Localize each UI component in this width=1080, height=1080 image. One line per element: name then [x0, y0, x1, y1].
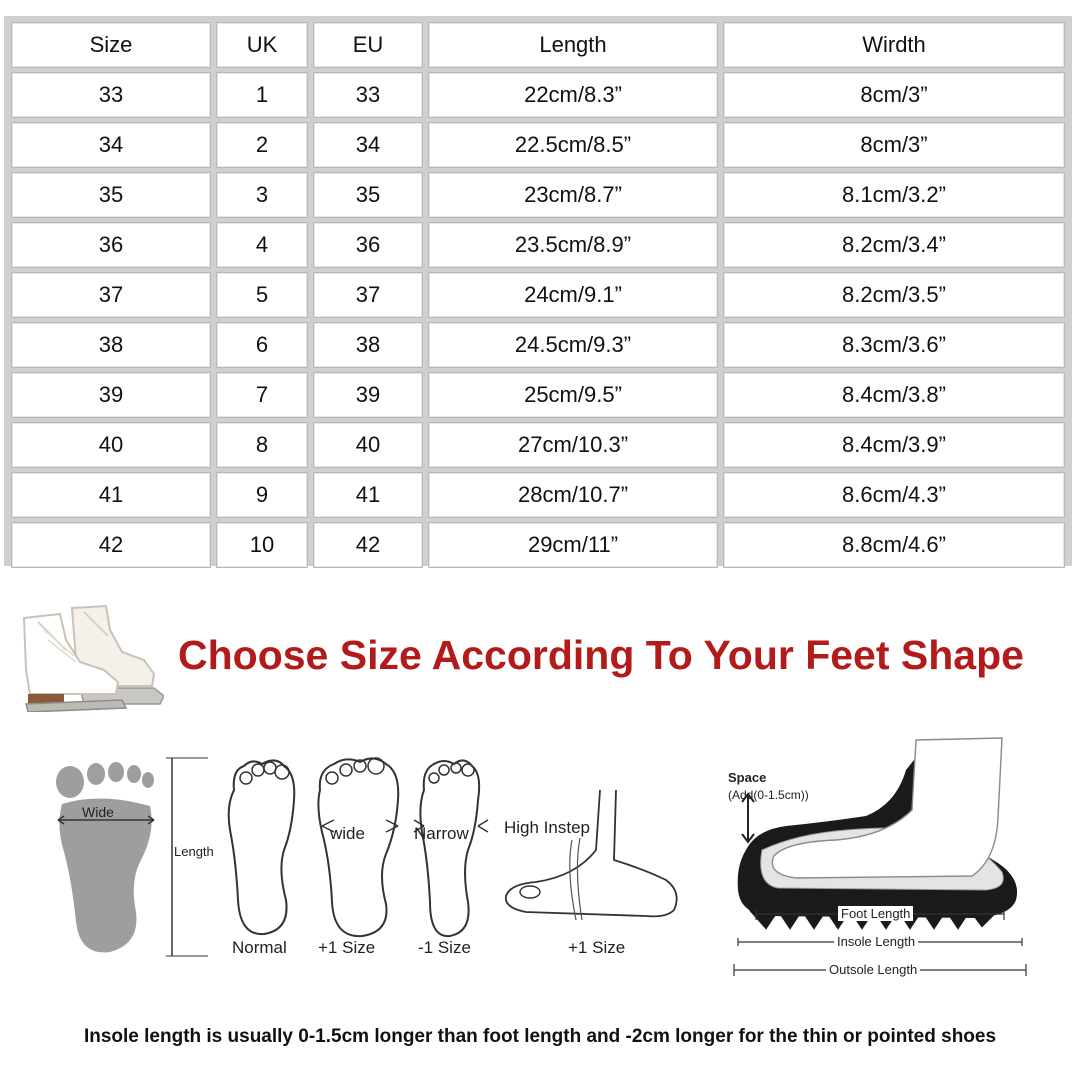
- cell-size: 41: [11, 472, 211, 518]
- cell-width: 8.2cm/3.5”: [723, 272, 1065, 318]
- cell-length: 28cm/10.7”: [428, 472, 718, 518]
- cell-width: 8.6cm/4.3”: [723, 472, 1065, 518]
- space-label: Space: [728, 770, 767, 785]
- normal-label: Normal: [232, 938, 287, 957]
- cell-length: 23cm/8.7”: [428, 172, 718, 218]
- narrow-foot-label: Narrow: [414, 824, 469, 843]
- cell-length: 23.5cm/8.9”: [428, 222, 718, 268]
- cell-eu: 42: [313, 522, 423, 568]
- header-eu: EU: [313, 22, 423, 68]
- cell-size: 38: [11, 322, 211, 368]
- cell-size: 34: [11, 122, 211, 168]
- footprint-icon: [40, 752, 230, 962]
- foot-outline-icon-normal: [214, 750, 314, 940]
- cell-eu: 41: [313, 472, 423, 518]
- table-row: [11, 172, 1065, 218]
- cell-uk: 3: [216, 172, 308, 218]
- cell-length: 22cm/8.3”: [428, 72, 718, 118]
- instep-label: High Instep: [504, 818, 590, 837]
- wide-label: Wide: [82, 804, 114, 820]
- foot-outline-icon-wide: [310, 750, 410, 940]
- instep-size-label: +1 Size: [568, 938, 626, 957]
- cell-eu: 35: [313, 172, 423, 218]
- table-row: [11, 322, 1065, 368]
- cell-width: 8.2cm/3.4”: [723, 222, 1065, 268]
- cell-size: 33: [11, 72, 211, 118]
- cell-eu: 38: [313, 322, 423, 368]
- table-row: [11, 122, 1065, 168]
- cell-uk: 4: [216, 222, 308, 268]
- size-chart-table: [4, 16, 1072, 566]
- table-header-row: [11, 22, 1065, 68]
- cell-uk: 2: [216, 122, 308, 168]
- cell-eu: 36: [313, 222, 423, 268]
- table-row: [11, 372, 1065, 418]
- cell-size: 42: [11, 522, 211, 568]
- cell-length: 29cm/11”: [428, 522, 718, 568]
- outsole-length-label: Outsole Length: [826, 962, 920, 977]
- cell-length: 24cm/9.1”: [428, 272, 718, 318]
- cell-uk: 6: [216, 322, 308, 368]
- cell-width: 8cm/3”: [723, 122, 1065, 168]
- foot-length-label: Foot Length: [838, 906, 913, 921]
- header-size: Size: [11, 22, 211, 68]
- cell-eu: 40: [313, 422, 423, 468]
- cell-uk: 5: [216, 272, 308, 318]
- table-row: [11, 272, 1065, 318]
- length-label: Length: [174, 844, 214, 859]
- cell-eu: 33: [313, 72, 423, 118]
- cell-size: 36: [11, 222, 211, 268]
- cell-eu: 37: [313, 272, 423, 318]
- cell-size: 40: [11, 422, 211, 468]
- cell-width: 8.1cm/3.2”: [723, 172, 1065, 218]
- cell-width: 8.4cm/3.9”: [723, 422, 1065, 468]
- header-uk: UK: [216, 22, 308, 68]
- cell-uk: 9: [216, 472, 308, 518]
- insole-length-label: Insole Length: [834, 934, 918, 949]
- insole-footnote: Insole length is usually 0-1.5cm longer than foot length and -2cm longer for the thin or pointed shoes: [83, 1026, 997, 1047]
- table-row: [11, 222, 1065, 268]
- cell-width: 8.4cm/3.8”: [723, 372, 1065, 418]
- wide-size-label: +1 Size: [318, 938, 376, 957]
- cell-width: 8.8cm/4.6”: [723, 522, 1065, 568]
- page-heading: Choose Size According To Your Feet Shape: [178, 632, 1024, 678]
- cell-size: 37: [11, 272, 211, 318]
- narrow-size-label: -1 Size: [418, 938, 471, 957]
- cell-uk: 8: [216, 422, 308, 468]
- cell-length: 27cm/10.3”: [428, 422, 718, 468]
- table-row: [11, 472, 1065, 518]
- cell-width: 8cm/3”: [723, 72, 1065, 118]
- table-row: [11, 522, 1065, 568]
- cell-uk: 1: [216, 72, 308, 118]
- foot-outline-icon-narrow: [406, 750, 496, 940]
- header-length: Length: [428, 22, 718, 68]
- wide-foot-label: wide: [330, 824, 365, 843]
- cell-size: 35: [11, 172, 211, 218]
- cell-length: 25cm/9.5”: [428, 372, 718, 418]
- table-body: [11, 72, 1065, 568]
- cell-length: 22.5cm/8.5”: [428, 122, 718, 168]
- cell-uk: 7: [216, 372, 308, 418]
- cell-width: 8.3cm/3.6”: [723, 322, 1065, 368]
- cell-length: 24.5cm/9.3”: [428, 322, 718, 368]
- cell-size: 39: [11, 372, 211, 418]
- cell-uk: 10: [216, 522, 308, 568]
- shoe-cross-section-icon: [726, 730, 1030, 990]
- cell-eu: 39: [313, 372, 423, 418]
- table-row: [11, 422, 1065, 468]
- ice-skates-image: [14, 600, 164, 712]
- high-instep-foot-icon: [496, 780, 686, 930]
- header-width: Wirdth: [723, 22, 1065, 68]
- cell-eu: 34: [313, 122, 423, 168]
- table-row: [11, 72, 1065, 118]
- space-note-label: (Add(0-1.5cm)): [728, 788, 809, 802]
